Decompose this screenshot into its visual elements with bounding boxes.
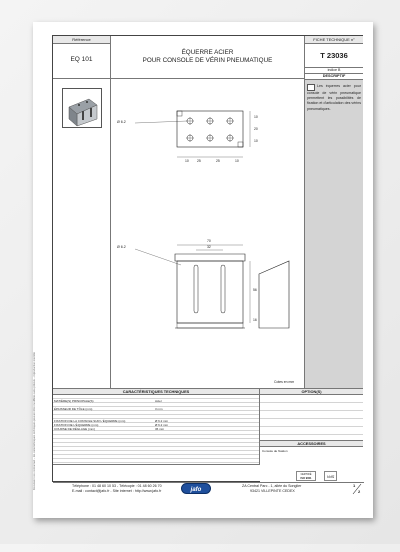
- dim-h-1: 10: [185, 159, 189, 163]
- accessory-item: Console de fixation: [262, 449, 288, 453]
- product-subtitle: POUR CONSOLE DE VÉRIN PNEUMATIQUE: [142, 57, 273, 64]
- dim-h-4: 10: [235, 159, 239, 163]
- descriptif-label: DESCRIPTIF: [322, 74, 346, 78]
- accessories-section: [260, 440, 363, 482]
- front-hole-label: Ø 6.2: [117, 245, 126, 249]
- side-disclaimer: Document non contractuel – les caractéristiques techniques peuvent être modifiées sans préavis – reproduction interdite: [33, 352, 36, 491]
- dim-h-3: 25: [216, 159, 220, 163]
- cert-iso-badge: [296, 471, 316, 481]
- options-rows: [260, 395, 363, 441]
- dim-width: 70: [207, 239, 211, 243]
- fiche-number-cell: [304, 44, 363, 68]
- fiche-number: T 23036: [320, 51, 348, 60]
- spec-value-6: 36 mm: [155, 427, 165, 431]
- descriptif-body: [307, 84, 361, 124]
- title-cell: [111, 36, 304, 79]
- dim-h-2: 25: [197, 159, 201, 163]
- spec-label-4: FIXATION DE LA CONSOLE SUR L'ÉQUERRE (mm): [54, 419, 126, 423]
- cert-line-1: CERTIFIÉ: [300, 473, 312, 476]
- cert-vds-badge: [324, 471, 337, 481]
- spec-value-5: Ø 6.2 mm: [155, 423, 169, 427]
- spec-label-6: COURSE DE RÉGLAGE (mm): [54, 427, 96, 431]
- page-total: 2: [358, 489, 361, 494]
- footer-left: [53, 464, 260, 482]
- product-photo: [62, 88, 102, 128]
- footer: [52, 482, 363, 496]
- spec-value-2: 3 mm: [155, 407, 163, 411]
- cert-line-2: ISO 9001: [300, 476, 312, 480]
- reference-label-cell: [53, 36, 111, 44]
- logo-text: jafo: [190, 486, 202, 493]
- options-section: [260, 388, 363, 440]
- spec-value-4: Ø 6.2 mm: [155, 419, 169, 423]
- frame: [52, 35, 363, 482]
- footer-address-1: ZA Central Parc - 1, allée du Songlier: [242, 484, 302, 488]
- jafo-logo: [181, 483, 211, 494]
- dim-v-2: 20: [254, 127, 258, 131]
- page-counter: [352, 483, 362, 495]
- dim-v-3: 10: [254, 139, 258, 143]
- index-label: indice B: [327, 68, 341, 72]
- left-column: [53, 79, 111, 388]
- page-number: 1: [353, 483, 356, 488]
- reference-value-cell: [53, 44, 111, 79]
- bracket-photo-icon: [63, 89, 103, 129]
- accessories-title-cell: [260, 441, 363, 447]
- fiche-label: FICHE TECHNIQUE n°: [313, 37, 355, 42]
- dim-v-1: 10: [254, 115, 258, 119]
- spec-label-2: ÉPAISSEUR DE TÔLE (mm): [54, 407, 93, 411]
- reference-label: Référence: [72, 37, 91, 42]
- options-title: OPTION(S): [301, 389, 322, 394]
- cert-vds: VdS: [326, 474, 335, 479]
- reference-value: EQ 101: [70, 56, 93, 63]
- footer-address-2: 93421 VILLEPINTE CEDEX: [250, 489, 295, 493]
- spec-label-5: FIXATION DE L'ÉQUERRE (mm): [54, 423, 99, 427]
- top-hole-label: Ø 6.2: [117, 120, 126, 124]
- drawing-area: [111, 79, 304, 388]
- specs-title: CARACTÉRISTIQUES TECHNIQUES: [122, 389, 190, 394]
- accessories-title: ACCESSOIRES: [297, 441, 326, 446]
- product-title: ÉQUERRE ACIER: [181, 49, 234, 56]
- fiche-label-cell: [304, 36, 363, 44]
- technical-drawing: [111, 79, 304, 388]
- spec-label-1: MATIÈRE(S) PRINCIPALE(S): [54, 399, 94, 403]
- footer-email[interactable]: E-mail : contact@jafo.fr - Site internet : http://www.jafo.fr: [72, 489, 162, 493]
- specs-rows: [53, 395, 259, 465]
- units-note: Cotes en mm: [274, 380, 295, 384]
- info-icon: [307, 84, 315, 91]
- spec-value-1: Acier: [155, 399, 162, 403]
- descriptif-cell: [304, 74, 363, 80]
- dim-height: 56: [253, 288, 257, 292]
- descriptif-text: Les équerres acier pour console de vérin pneumatique permettent les possibilités de fixation et d'articulation des vérins pneumatiques.: [307, 84, 361, 111]
- footer-phone: Téléphone : 01 48 60 10 53 - Télécopie : 01 48 60 26 70: [72, 484, 162, 488]
- datasheet-page: [33, 22, 373, 518]
- specs-section: [53, 388, 260, 464]
- dim-bottom: 16: [253, 318, 257, 322]
- dim-slot: 32: [207, 245, 211, 249]
